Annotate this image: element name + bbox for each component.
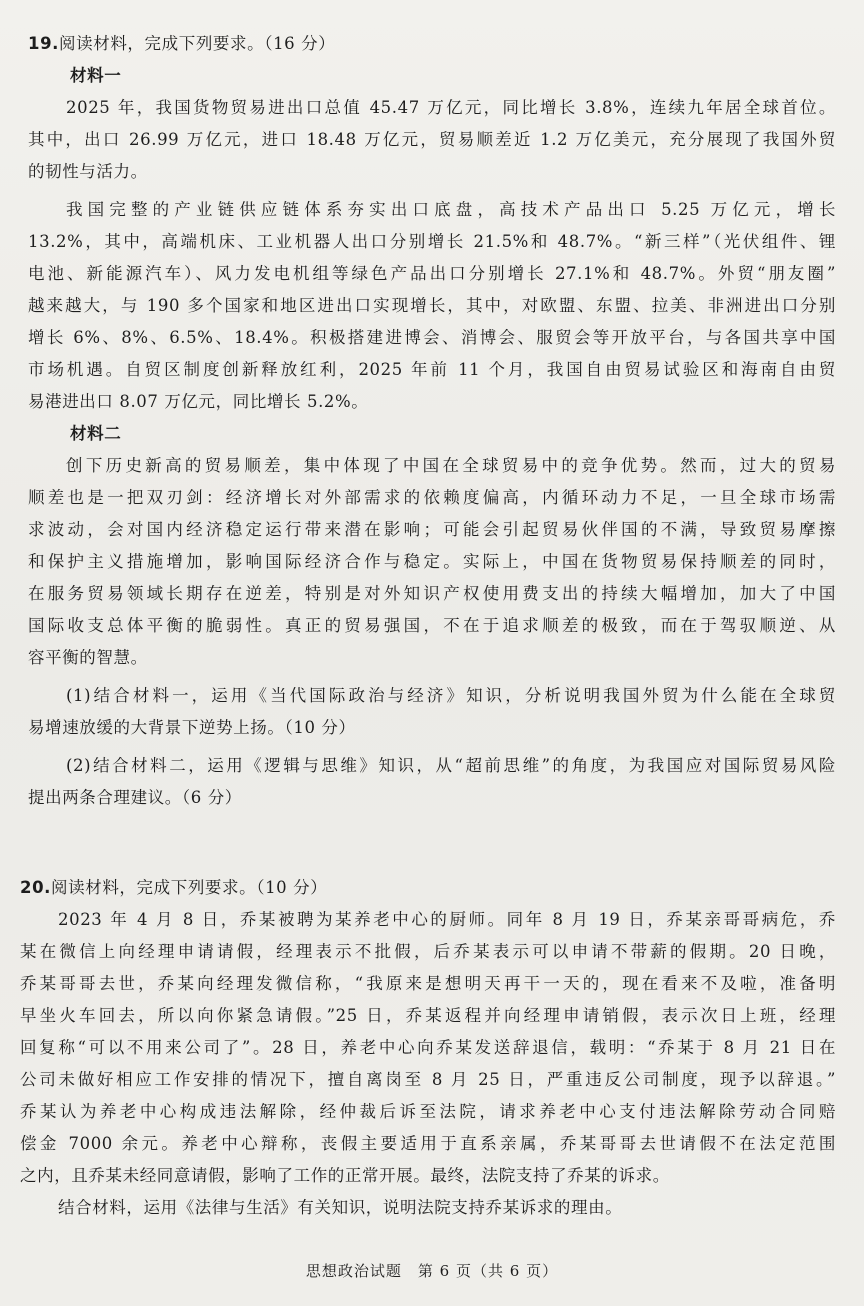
requirement-2-line: (2)结合材料二，运用《逻辑与思维》知识，从“超前思维”的角度，为我国应对国际贸易风险 — [66, 756, 836, 775]
paragraph-line: 增长 6%、8%、6.5%、18.4%。积极搭建进博会、消博会、服贸会等开放平台，与各国共享中国 — [28, 328, 836, 347]
paragraph-line: 某在微信上向经理申请请假，经理表示不批假，后乔某表示可以申请不带薪的假期。20 日晚， — [20, 942, 836, 961]
question-20-title — [20, 872, 836, 904]
paragraph-line: 越来越大，与 190 多个国家和地区进出口实现增长，其中，对欧盟、东盟、拉美、非洲进出口分别 — [28, 296, 836, 315]
paragraph-line: 其中，出口 26.99 万亿元，进口 18.48 万亿元，贸易顺差近 1.2 万亿美元，充分展现了我国外贸 — [28, 130, 836, 149]
paragraph-line: 创下历史新高的贸易顺差，集中体现了中国在全球贸易中的竞争优势。然而，过大的贸易 — [66, 456, 836, 475]
paragraph-line: 公司未做好相应工作安排的情况下，擅自离岗至 8 月 25 日，严重违反公司制度，现予以辞退。” — [20, 1070, 836, 1089]
paragraph-line: 乔某哥哥去世，乔某向经理发微信称，“我原来是想明天再干一天的，现在看来不及啦，准备明 — [20, 974, 836, 993]
question-instruction: 阅读材料，完成下列要求。（16 分） — [59, 34, 336, 53]
paragraph-line: 之内，且乔某未经同意请假，影响了工作的正常开展。最终，法院支持了乔某的诉求。 — [20, 1166, 670, 1185]
question-number: 19. — [28, 34, 60, 53]
question-instruction: 阅读材料，完成下列要求。（10 分） — [51, 878, 328, 897]
requirement-line: 结合材料，运用《法律与生活》有关知识，说明法院支持乔某诉求的理由。 — [58, 1198, 623, 1217]
paragraph-line: 易港进出口 8.07 万亿元，同比增长 5.2%。 — [28, 392, 369, 411]
paragraph-line: 的韧性与活力。 — [28, 162, 148, 181]
paragraph-line: 顺差也是一把双刃剑：经济增长对外部需求的依赖度偏高，内循环动力不足，一旦全球市场需 — [28, 488, 836, 507]
requirement-1-line: 易增速放缓的大背景下逆势上扬。（10 分） — [28, 718, 356, 737]
material-2-title: 材料二 — [70, 424, 122, 443]
question-19 — [28, 28, 836, 814]
paragraph-line: 市场机遇。自贸区制度创新释放红利，2025 年前 11 个月，我国自由贸易试验区和海南自由贸 — [28, 360, 836, 379]
paragraph-line: 乔某认为养老中心构成违法解除，经仲裁后诉至法院，请求养老中心支付违法解除劳动合同赔 — [20, 1102, 836, 1121]
requirement-2-line: 提出两条合理建议。（6 分） — [28, 788, 242, 807]
paragraph-line: 13.2%，其中，高端机床、工业机器人出口分别增长 21.5%和 48.7%。“新三样”（光伏组件、锂 — [28, 232, 836, 251]
paragraph-line: 求波动，会对国内经济稳定运行带来潜在影响；可能会引起贸易伙伴国的不满，导致贸易摩擦 — [28, 520, 836, 539]
paragraph-line: 偿金 7000 余元。养老中心辩称，丧假主要适用于直系亲属，乔某哥哥去世请假不在法定范围 — [20, 1134, 836, 1153]
paragraph-line: 容平衡的智慧。 — [28, 648, 148, 667]
paragraph-line: 2025 年，我国货物贸易进出口总值 45.47 万亿元，同比增长 3.8%，连续九年居全球首位。 — [66, 98, 836, 117]
page-footer: 思想政治试题 第 6 页（共 6 页） — [305, 1262, 559, 1280]
requirement-1-line: (1)结合材料一，运用《当代国际政治与经济》知识，分析说明我国外贸为什么能在全球贸 — [66, 686, 836, 705]
paragraph-line: 早坐火车回去，所以向你紧急请假。”25 日，乔某返程并向经理申请销假，表示次日上班，经理 — [20, 1006, 836, 1025]
paragraph-line: 电池、新能源汽车）、风力发电机组等绿色产品出口分别增长 27.1%和 48.7%。外贸“朋友圈” — [28, 264, 836, 283]
paragraph-line: 和保护主义措施增加，影响国际经济合作与稳定。实际上，中国在货物贸易保持顺差的同时， — [28, 552, 836, 571]
material-1-title: 材料一 — [70, 66, 122, 85]
paragraph-line: 回复称“可以不用来公司了”。28 日，养老中心向乔某发送辞退信，载明：“乔某于 8 月 21 日在 — [20, 1038, 836, 1057]
paragraph-line: 国际收支总体平衡的脆弱性。真正的贸易强国，不在于追求顺差的极致，而在于驾驭顺逆、从 — [28, 616, 836, 635]
question-number: 20. — [20, 878, 52, 897]
paragraph-line: 我国完整的产业链供应链体系夯实出口底盘，高技术产品出口 5.25 万亿元，增长 — [66, 200, 836, 219]
question-19-title — [28, 28, 836, 60]
paragraph-line: 在服务贸易领域长期存在逆差，特别是对外知识产权使用费支出的持续大幅增加，加大了中国 — [28, 584, 836, 603]
paragraph-line: 2023 年 4 月 8 日，乔某被聘为某养老中心的厨师。同年 8 月 19 日，乔某亲哥哥病危，乔 — [58, 910, 836, 929]
question-20 — [20, 872, 836, 1224]
